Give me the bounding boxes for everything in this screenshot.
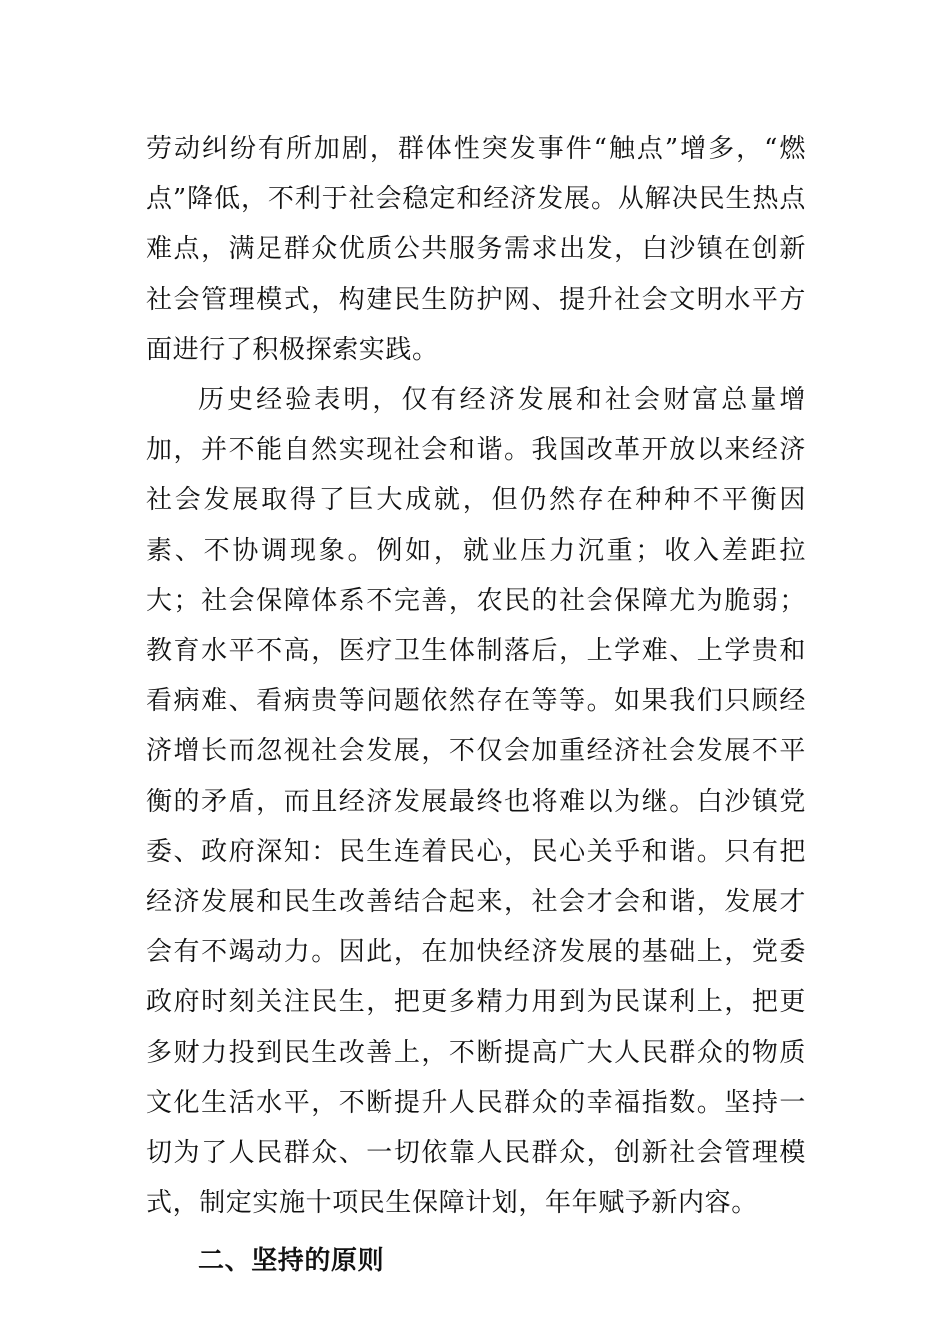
document-body [146, 124, 806, 1279]
paragraph-continued: 劳动纠纷有所加剧，群体性突发事件“触点”增多，“燃点”降低，不利于社会稳定和经济发展。从解决民生热点难点，满足群众优质公共服务需求出发，白沙镇在创新社会管理模式，构建民生防护网、提升社会文明水平方面进行了积极探索实践。 [146, 134, 806, 365]
paragraph-history-experience: 历史经验表明，仅有经济发展和社会财富总量增加，并不能自然实现社会和谐。我国改革开放以来经济社会发展取得了巨大成就，但仍然存在种种不平衡因素、不协调现象。例如，就业压力沉重；收入差距拉大；社会保障体系不完善，农民的社会保障尤为脆弱；教育水平不高，医疗卫生体制落后，上学难、上学贵和看病难、看病贵等问题依然存在等等。如果我们只顾经济增长而忽视社会发展，不仅会加重经济社会发展不平衡的矛盾，而且经济发展最终也将难以为继。白沙镇党委、政府深知：民生连着民心，民心关乎和谐。只有把经济发展和民生改善结合起来，社会才会和谐，发展才会有不竭动力。因此，在加快经济发展的基础上，党委政府时刻关注民生，把更多精力用到为民谋利上，把更多财力投到民生改善上，不断提高广大人民群众的物质文化生活水平，不断提升人民群众的幸福指数。坚持一切为了人民群众、一切依靠人民群众，创新社会管理模式，制定实施十项民生保障计划，年年赋予新内容。 [146, 385, 806, 1219]
section-heading: 二、坚持的原则 [198, 1246, 385, 1277]
